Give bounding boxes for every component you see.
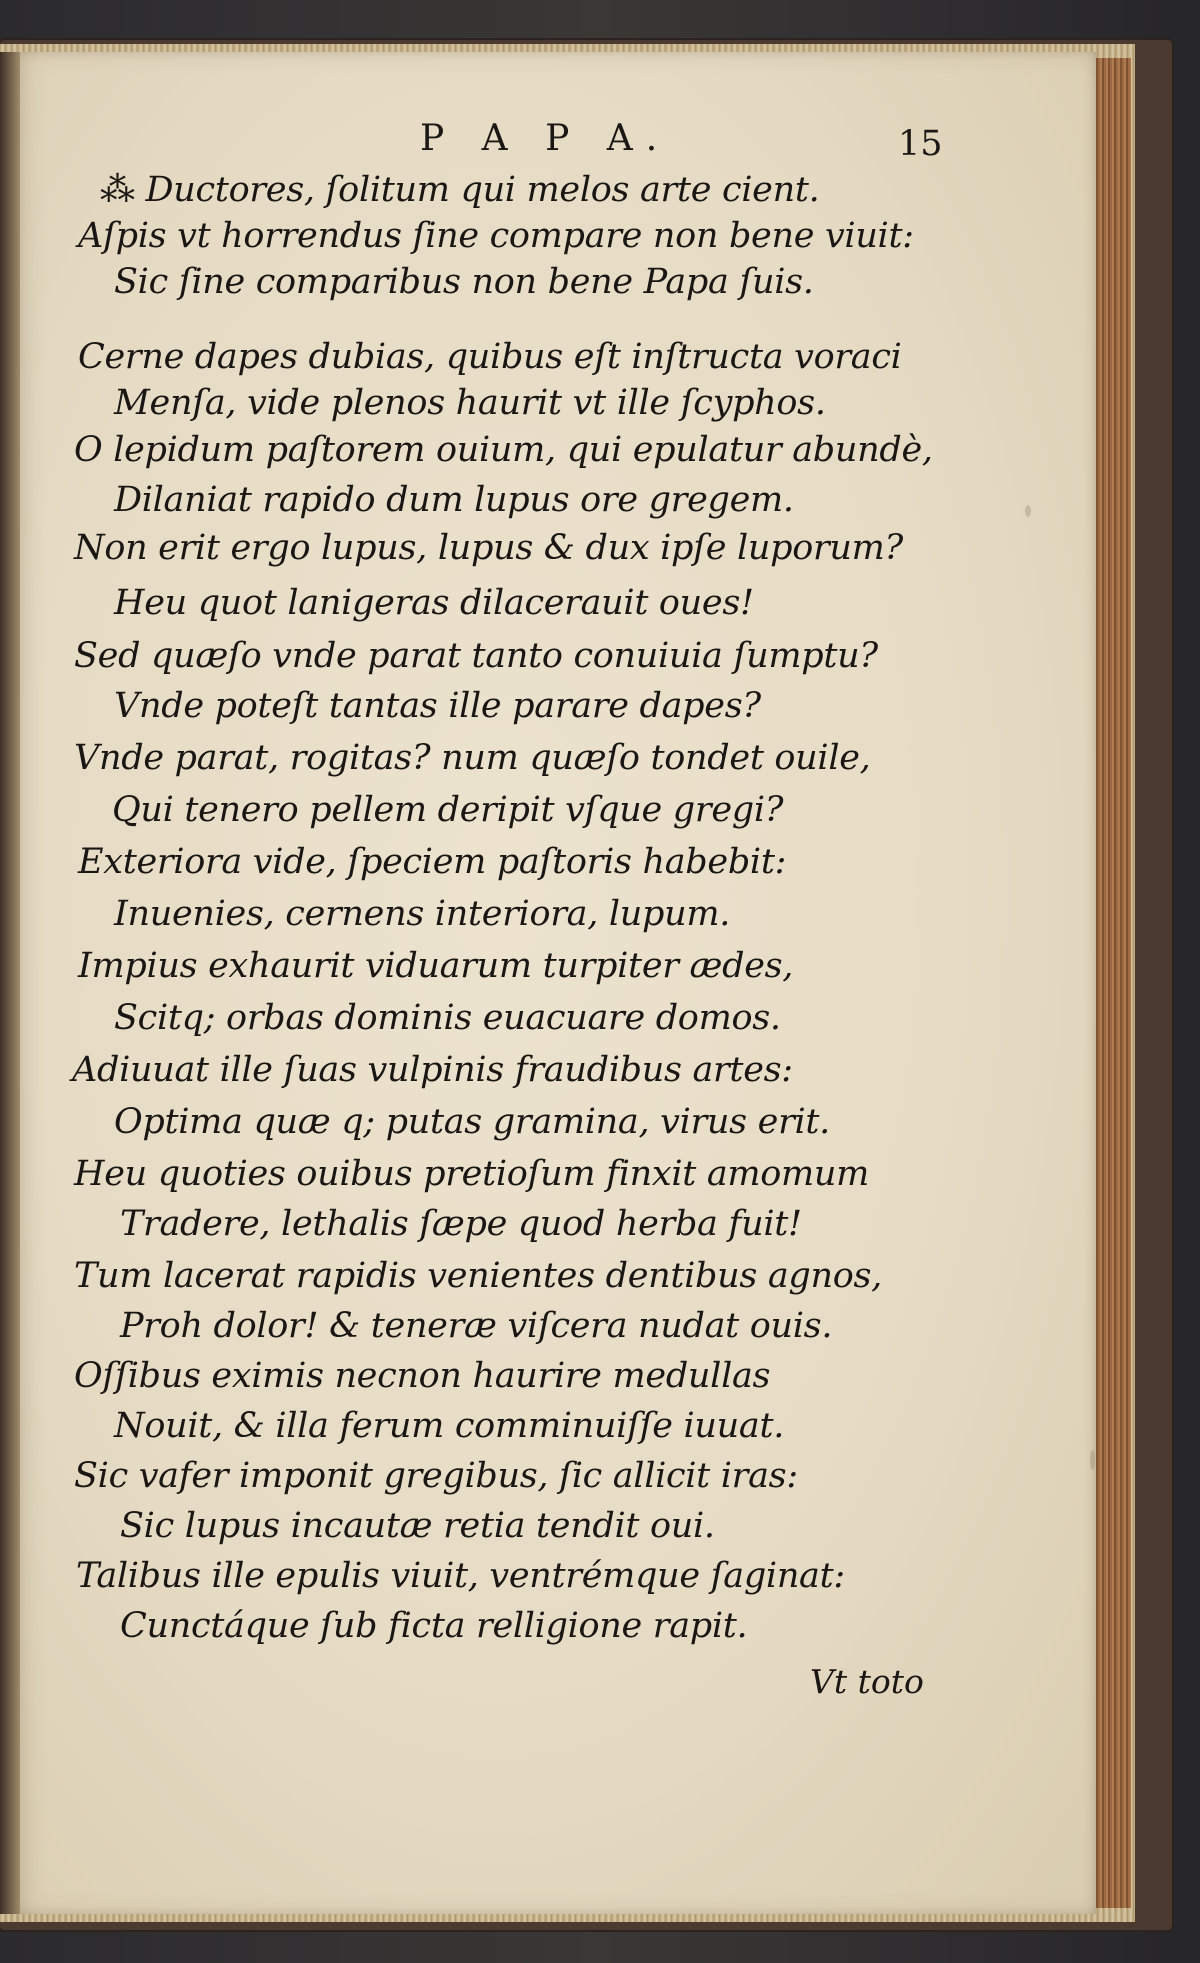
gilt-page-edge (1093, 58, 1131, 1908)
verse-line: Tum lacerat rapidis venientes dentibus agnos, (74, 1256, 883, 1296)
verse-line: Qui tenero pellem deripit vſque gregi? (112, 790, 784, 830)
verse-line: O lepidum paſtorem ouium, qui epulatur abundè, (74, 430, 933, 470)
verse-line: Inuenies, cernens interiora, lupum. (114, 894, 731, 934)
paper-blemish (1090, 1450, 1095, 1470)
verse-line: Adiuuat ille ſuas vulpinis fraudibus artes: (72, 1050, 793, 1090)
verse-line: Proh dolor! & teneræ viſcera nudat ouis. (120, 1306, 833, 1346)
verse-line: Exteriora vide, ſpeciem paſtoris habebit: (78, 842, 787, 882)
verse-line: Optima quæ q; putas gramina, virus erit. (114, 1102, 830, 1142)
verse-line: Sic vafer imponit gregibus, ſic allicit iras: (74, 1456, 798, 1496)
verse-line: ⁂ Ductores, ſolitum qui melos arte cient. (100, 170, 820, 210)
verse-line: Vnde parat, rogitas? num quæſo tondet ouile, (74, 738, 871, 778)
verse-line: Non erit ergo lupus, lupus & dux ipſe luporum? (74, 528, 904, 568)
verse-line: Sed quæſo vnde parat tanto conuiuia ſumptu? (74, 636, 878, 676)
verse-line: Cerne dapes dubias, quibus eſt inſtructa voraci (78, 337, 902, 377)
verse-line: Menſa, vide plenos haurit vt ille ſcyphos. (114, 383, 826, 423)
verse-line: Vnde poteſt tantas ille parare dapes? (114, 686, 761, 726)
verse-line: Oſſibus eximis necnon haurire medullas (74, 1356, 771, 1396)
verse-line: Talibus ille epulis viuit, ventrémque ſaginat: (76, 1556, 845, 1596)
verse-line: Nouit, & illa ferum comminuiſſe iuuat. (114, 1406, 785, 1446)
verse-line: Heu quot lanigeras dilacerauit oues! (114, 583, 754, 623)
verse-line: Sic ſine comparibus non bene Papa ſuis. (114, 262, 814, 302)
verse-line: Heu quoties ouibus pretioſum finxit amomum (74, 1154, 870, 1194)
verse-line: Scitq; orbas dominis euacuare domos. (114, 998, 781, 1038)
verse-line: Tradere, lethalis ſæpe quod herba fuit! (120, 1204, 802, 1244)
verse-line: Sic lupus incautæ retia tendit oui. (120, 1506, 715, 1546)
verse-line: Aſpis vt horrendus ſine compare non bene viuit: (78, 216, 914, 256)
running-head: P A P A. (420, 118, 671, 159)
verse-line: Impius exhaurit viduarum turpiter ædes, (78, 946, 794, 986)
verse-line: Cunctáque ſub ficta relligione rapit. (120, 1606, 748, 1646)
catchword: Vt toto (810, 1662, 924, 1701)
page-number: 15 (898, 124, 943, 164)
verse-line: Dilaniat rapido dum lupus ore gregem. (114, 480, 794, 520)
